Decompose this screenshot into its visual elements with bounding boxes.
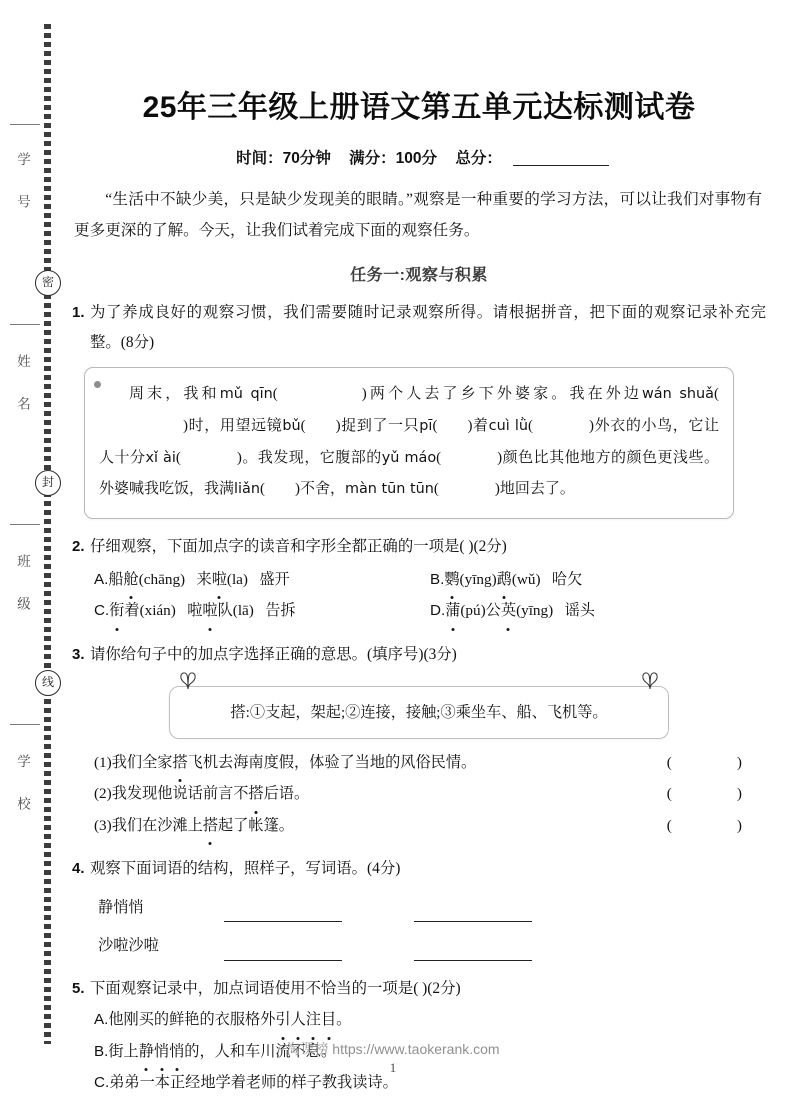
option-D-text: 蒲(pú)公英(yīng) 谣头 xyxy=(445,602,595,619)
definition-box xyxy=(169,686,669,740)
option-D-tag: D. xyxy=(430,602,446,620)
option-D[interactable] xyxy=(430,595,766,626)
passage-seg: 着 xyxy=(472,417,489,434)
option-C-tag: C. xyxy=(94,602,110,620)
sub-question-2 xyxy=(72,778,766,809)
seal-char-mi: 密 xyxy=(35,270,61,296)
passage-seg: 外衣的小鸟，它让人十分 xyxy=(99,417,719,466)
question-3 xyxy=(72,640,766,841)
ribbon-bow-icon xyxy=(637,669,663,691)
seal-field-student-id xyxy=(0,152,44,220)
pinyin-cuilv: cuì lǜ xyxy=(488,417,529,434)
option-row xyxy=(72,595,766,626)
question-2-stem: 仔细观察，下面加点字的读音和字形全都正确的一项是( )(2分) xyxy=(90,538,507,556)
seal-divider xyxy=(10,724,40,725)
watermark-text: 淘课榜 https://www.taokerank.com xyxy=(286,1041,500,1057)
question-1 xyxy=(72,298,766,519)
question-1-answer-box xyxy=(84,367,734,519)
ribbon-bow-icon xyxy=(175,669,201,691)
write-blank[interactable] xyxy=(224,904,342,922)
question-3-stem-wrap xyxy=(72,640,766,670)
passage-seg: 两个人去了乡下外婆家。我在外边 xyxy=(366,386,642,403)
seal-label-name: 姓 名 xyxy=(15,354,30,417)
passage-seg: 周末，我和 xyxy=(129,386,220,403)
bullet-dot-icon xyxy=(94,381,101,388)
seal-field-class xyxy=(0,554,44,622)
question-3-number: 3. xyxy=(72,645,85,663)
sub-question-2-text: (2)我发现他说话前言不搭后语。 xyxy=(94,778,309,809)
question-5-option-A[interactable] xyxy=(72,1004,766,1036)
option-C-tag: C. xyxy=(94,1074,110,1092)
pinyin-pi: pī xyxy=(419,417,433,434)
intro-paragraph: “生活中不缺少美，只是缺少发现美的眼睛。”观察是一种重要的学习方法，可以让我们对事物有更多更深的了解。今天，让我们试着完成下面的观察任务。 xyxy=(74,191,762,240)
option-B-text: 街上静悄悄的，人和车川流不息。 xyxy=(108,1043,336,1060)
pinyin-wanshua: wán shuǎ xyxy=(642,386,714,403)
write-blank[interactable] xyxy=(224,943,342,961)
exam-meta xyxy=(72,146,766,168)
question-5-number: 5. xyxy=(72,980,85,998)
seal-field-school xyxy=(0,754,44,822)
passage-seg: 捉到了一只 xyxy=(340,417,420,434)
seal-margin xyxy=(0,24,62,1044)
passage-seg: 颜色比其他地方的颜色更浅些。外婆喊我吃饭，我满 xyxy=(99,449,719,498)
passage-seg: 。我发现，它腹部的 xyxy=(241,449,382,466)
question-1-stem-wrap xyxy=(72,298,766,358)
exam-content xyxy=(72,0,766,1096)
exam-full-score: 满分：100分 xyxy=(349,150,438,167)
question-4-stem-wrap xyxy=(72,854,766,884)
total-score-blank[interactable] xyxy=(513,165,609,166)
option-B[interactable] xyxy=(430,564,766,595)
pinyin-muqin: mǔ qīn xyxy=(219,386,273,403)
seal-char-xian: 线 xyxy=(35,670,61,696)
question-5-stem-wrap xyxy=(72,974,766,1004)
question-3-stem: 请你给句子中的加点字选择正确的意思。(填序号)(3分) xyxy=(90,645,457,663)
question-3-sub-questions xyxy=(72,747,766,840)
definition-box-wrap xyxy=(169,686,669,740)
sub-question-1 xyxy=(72,747,766,778)
sub-question-1-text: (1)我们全家搭飞机去海南度假，体验了当地的风俗民情。 xyxy=(94,747,476,778)
question-4-stem: 观察下面词语的结构，照样子，写词语。(4分) xyxy=(90,859,401,877)
passage-seg: 时，用望远镜 xyxy=(188,417,283,434)
option-C-text: 衔着(xián) 啦啦队(lā) 告拆 xyxy=(109,602,295,619)
word-structure-row-2 xyxy=(72,931,766,961)
seal-label-class: 班 级 xyxy=(15,554,30,617)
option-C[interactable] xyxy=(94,595,430,626)
sub-question-3-answer-blank[interactable]: ( ) xyxy=(666,816,752,834)
seal-char-feng: 封 xyxy=(35,470,61,496)
seal-divider xyxy=(10,524,40,525)
option-C-text: 弟弟一本正经地学着老师的样子教我读诗。 xyxy=(109,1074,398,1091)
pinyin-bu: bǔ xyxy=(282,417,301,434)
sub-question-3 xyxy=(72,810,766,841)
seal-divider xyxy=(10,124,40,125)
option-B-tag: B. xyxy=(430,571,445,589)
question-5 xyxy=(72,974,766,1096)
sub-question-1-answer-blank[interactable]: ( ) xyxy=(666,754,752,772)
question-2-stem-wrap xyxy=(72,532,766,562)
question-1-passage: 周末，我和mǔ qīn( )两个人去了乡下外婆家。我在外边wán shuǎ()时，用望远镜bǔ( )捉到了一只pī( )着cuì lǜ( )外衣的小鸟，它让人十分xǐ ài( )。我发现，它腹部的yǔ máo( )颜色比其他地方的颜色更浅些。外婆喊我吃饭，我满liǎn( )不舍，màn tūn tūn( )地回去了。 xyxy=(99,386,719,498)
option-A-tag: A. xyxy=(94,1011,109,1029)
option-A-text: 他刚买的鲜艳的衣服格外引人注目。 xyxy=(108,1011,351,1028)
question-4 xyxy=(72,854,766,961)
seal-divider xyxy=(10,324,40,325)
question-2-options xyxy=(72,564,766,626)
word-sample-1: 静悄悄 xyxy=(98,898,144,916)
pinyin-xiai: xǐ ài xyxy=(145,449,176,466)
write-blank[interactable] xyxy=(414,943,532,961)
passage-seg: 地回去了。 xyxy=(499,481,575,498)
task-section-header: 任务一:观察与积累 xyxy=(350,266,488,284)
sub-question-2-answer-blank[interactable]: ( ) xyxy=(666,785,752,803)
option-A[interactable] xyxy=(94,564,430,595)
pinyin-mantuntun: màn tūn tūn xyxy=(344,481,434,498)
option-row xyxy=(72,564,766,595)
seal-dashed-line xyxy=(44,24,51,1044)
option-B-text: 鹦(yīng)鹉(wǔ) 哈欠 xyxy=(444,571,582,588)
question-2-number: 2. xyxy=(72,538,85,556)
option-A-tag: A. xyxy=(94,571,109,589)
seal-field-name xyxy=(0,354,44,422)
word-sample-2: 沙啦沙啦 xyxy=(98,937,159,955)
word-structure-row-1 xyxy=(72,893,766,923)
option-B-tag: B. xyxy=(94,1042,109,1060)
exam-total-score-label: 总分： xyxy=(455,150,502,167)
question-4-number: 4. xyxy=(72,859,85,877)
question-5-stem: 下面观察记录中，加点词语使用不恰当的一项是( )(2分) xyxy=(90,980,461,998)
seal-label-school: 学 校 xyxy=(15,754,30,817)
exam-duration: 时间：70分钟 xyxy=(236,150,331,167)
question-1-stem: 为了养成良好的观察习惯，我们需要随时记录观察所得。请根据拼音，把下面的观察记录补充完整。(8分) xyxy=(90,303,766,351)
write-blank[interactable] xyxy=(414,904,532,922)
page-number: 1 xyxy=(389,1060,397,1075)
passage-seg: 不舍， xyxy=(299,481,345,498)
page-footer xyxy=(0,1039,786,1076)
pinyin-lian: liǎn xyxy=(234,481,260,498)
page-title: 25年三年级上册语文第五单元达标测试卷 xyxy=(142,91,696,124)
sub-question-3-text: (3)我们在沙滩上搭起了帐篷。 xyxy=(94,810,294,841)
seal-label-student-id: 学 号 xyxy=(15,152,30,215)
definition-text: 搭:①支起，架起;②连接，接触;③乘坐车、船、飞机等。 xyxy=(230,703,608,721)
option-A-text: 船舱(chāng) 来啦(la) 盛开 xyxy=(108,571,289,588)
question-1-number: 1. xyxy=(72,303,85,321)
question-2 xyxy=(72,532,766,626)
pinyin-yumao: yǔ máo xyxy=(381,449,437,466)
